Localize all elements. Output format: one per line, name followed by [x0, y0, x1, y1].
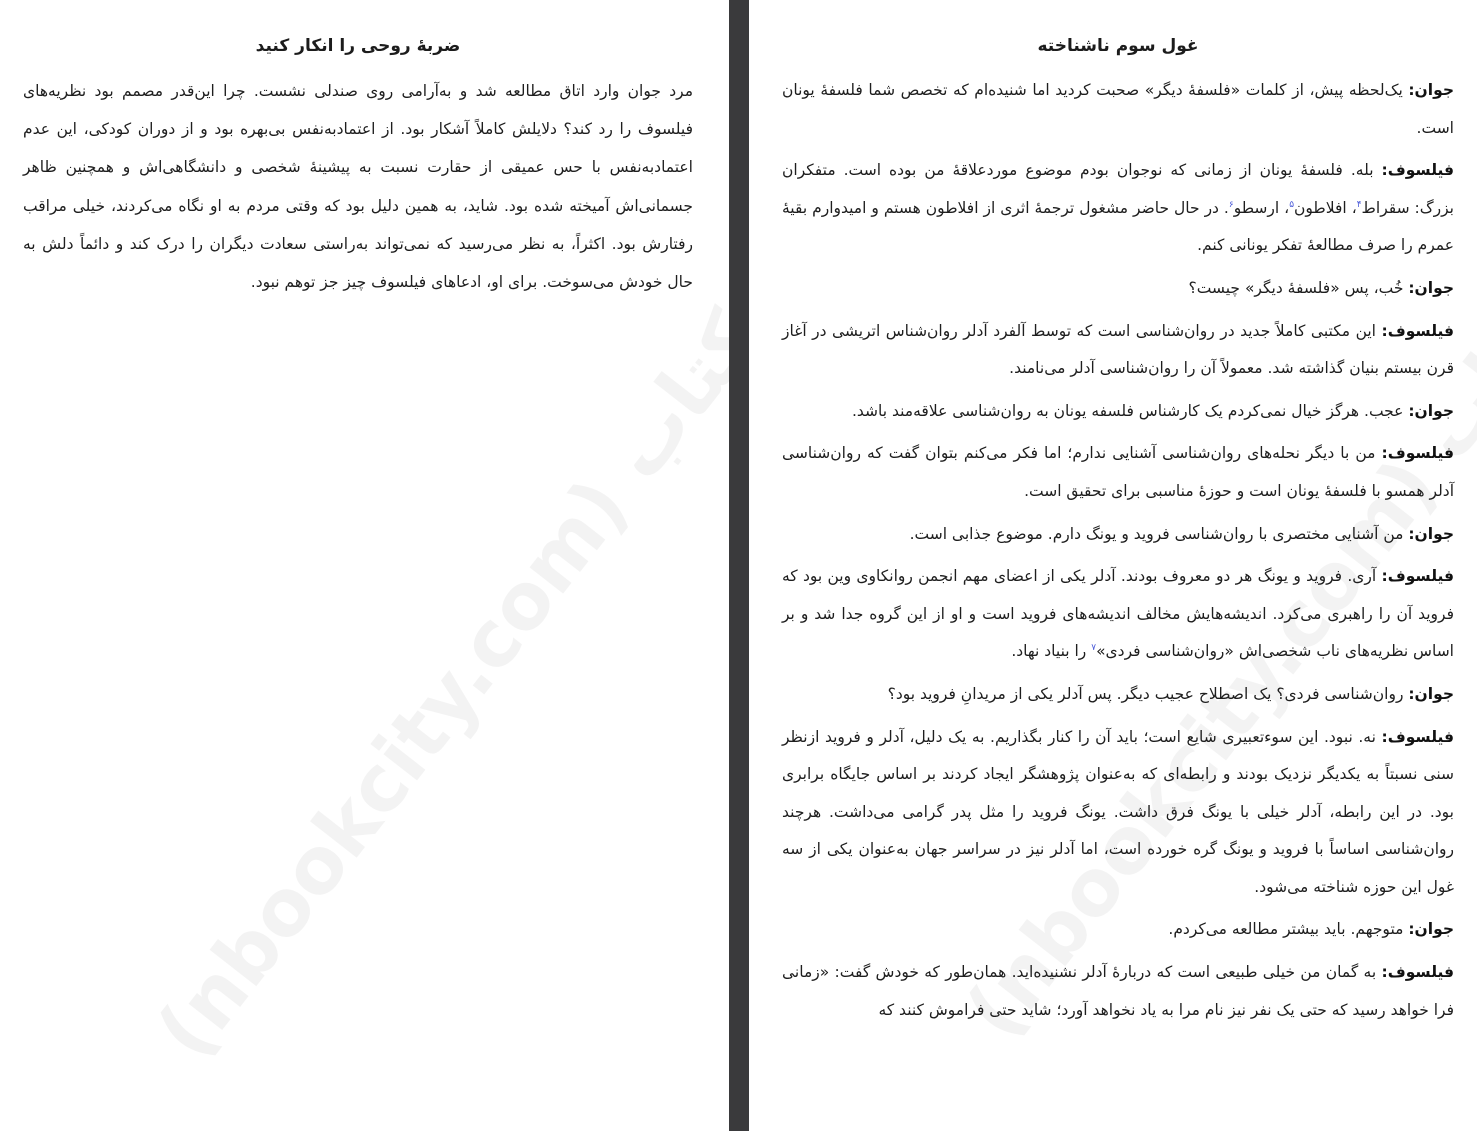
- dialogue-text: عجب. هرگز خیال نمی‌کردم یک کارشناس فلسفه یونان به روان‌شناسی علاقه‌مند باشد.: [851, 401, 1409, 420]
- dialogue-paragraph: [782, 516, 1454, 554]
- page-gutter: [729, 0, 749, 1131]
- speaker-label: فیلسوف:: [1381, 321, 1454, 340]
- dialogue-paragraph: [782, 558, 1454, 671]
- dialogue-text: . در حال حاضر مشغول ترجمهٔ اثری از افلاطون هستم و امیدوارم بقیهٔ عمرم را صرف مطالعهٔ تفکر یونانی کنم.: [782, 198, 1454, 255]
- dialogue-text: را بنیاد نهاد.: [1011, 642, 1092, 661]
- footnote-marker[interactable]: ۷: [1091, 643, 1097, 654]
- dialogue-paragraph: [782, 435, 1454, 510]
- dialogue-text: متوجهم. باید بیشتر مطالعه می‌کردم.: [1168, 920, 1409, 939]
- dialogue-text: روان‌شناسی فردی؟ یک اصطلاح عجیب دیگر. پس آدلر یکی از مریدانِ فروید بود؟: [887, 684, 1409, 703]
- speaker-label: جوان:: [1408, 684, 1454, 703]
- speaker-label: جوان:: [1408, 278, 1454, 297]
- dialogue-paragraph: [782, 676, 1454, 714]
- dialogue-text: ، ارسطو: [1233, 198, 1290, 217]
- speaker-label: فیلسوف:: [1381, 444, 1454, 463]
- right-page: [749, 0, 1477, 1131]
- footnote-marker[interactable]: ۵: [1289, 199, 1295, 210]
- footnote-marker[interactable]: ۴: [1356, 199, 1362, 210]
- speaker-label: جوان:: [1408, 81, 1454, 99]
- dialogue-paragraph: [782, 911, 1454, 949]
- dialogue-body: [782, 72, 1454, 1034]
- left-page: [0, 0, 729, 1131]
- dialogue-text: این مکتبی کاملاً جدید در روان‌شناسی است که توسط آلفرد آدلر روان‌شناس اتریشی در آغاز قرن بیستم بنیان گذاشته شد. معمولاً آن را روان‌شناسی آدلر می‌نامند.: [782, 321, 1454, 378]
- dialogue-paragraph: [782, 313, 1454, 388]
- dialogue-text: نه. نبود. این سوءتعبیری شایع است؛ باید آن را کنار بگذاریم. به یک دلیل، آدلر و فروید ازنظر سنی نسبتاً به یکدیگر نزدیک بودند و رابطه‌ای که به‌عنوان پژوهشگر ایجاد کردند بر اساس جایگاه برابری بود. در این رابطه، آدلر خیلی با یونگ فرق داشت. یونگ فروید را مثل پدر گرامی می‌داشت. هرچند روان‌شناسی اساساً با فروید و یونگ گره خورده است، اما آدلر نیز در سراسر جهان به‌عنوان یکی از سه غول این حوزه شناخته می‌شود.: [782, 727, 1454, 896]
- page-title: ضربهٔ روحی را انکار کنید: [255, 36, 461, 56]
- speaker-label: فیلسوف:: [1381, 161, 1454, 180]
- speaker-label: فیلسوف:: [1381, 727, 1454, 746]
- dialogue-text: به گمان من خیلی طبیعی است که دربارهٔ آدلر نشنیده‌اید. همان‌طور که خودش گفت: «زمانی فرا خواهد رسید که حتی یک نفر نیز نام مرا به یاد نخواهد آورد؛ شاید حتی فراموش کنند که: [782, 963, 1454, 1019]
- dialogue-paragraph: [782, 954, 1454, 1029]
- dialogue-text: بله. فلسفهٔ یونان از زمانی که نوجوان بودم موضوع موردعلاقهٔ من بوده است. متفکران بزرگ: سقراط: [782, 161, 1454, 217]
- page-title: غول سوم ناشناخته: [1037, 36, 1199, 56]
- dialogue-text: من با دیگر نحله‌های روان‌شناسی آشنایی ندارم؛ اما فکر می‌کنم بتوان گفت که روان‌شناسی آدلر همسو با فلسفهٔ یونان است و حوزهٔ مناسبی برای تحقیق است.: [782, 444, 1454, 500]
- dialogue-text: ، افلاطون: [1294, 198, 1357, 217]
- speaker-label: جوان:: [1408, 524, 1454, 543]
- speaker-label: فیلسوف:: [1381, 567, 1454, 586]
- dialogue-paragraph: [782, 393, 1454, 431]
- dialogue-paragraph: [782, 270, 1454, 308]
- dialogue-paragraph: [782, 152, 1454, 265]
- footnote-marker[interactable]: ۶: [1228, 199, 1234, 210]
- dialogue-paragraph: [782, 72, 1454, 147]
- speaker-label: فیلسوف:: [1381, 963, 1454, 982]
- body-paragraph: مرد جوان وارد اتاق مطالعه شد و به‌آرامی روی صندلی نشست. چرا این‌قدر مصمم بود نظریه‌های فیلسوف را رد کند؟ دلایلش کاملاً آشکار بود. از اعتمادبه‌نفس بی‌بهره بود و از دوران کودکی، این عدم اعتمادبه‌نفس با حس عمیقی از حقارت نسبت به پیشینهٔ شخصی و دانشگاهی‌اش و همچنین ظاهر جسمانی‌اش آمیخته شده بود. شاید، به همین دلیل بود که وقتی مردم به او نگاه می‌کردند، خیلی مراقب رفتارش بود. اکثراً، به نظر می‌رسید که نمی‌تواند به‌راستی سعادت دیگران را درک کند و دائماً دلش به حال خودش می‌سوخت. برای او، ادعاهای فیلسوف چیز جز توهم نبود.: [23, 82, 693, 292]
- dialogue-text: خُب، پس «فلسفهٔ دیگر» چیست؟: [1188, 278, 1409, 297]
- dialogue-text: آری. فروید و یونگ هر دو معروف بودند. آدلر یکی از اعضای مهم انجمن روانکاوی وین بود که فروید آن را راهبری می‌کرد. اندیشه‌هایش مخالف اندیشه‌های فروید است و او از این گروه جدا شد و بر اساس نظریه‌های ناب شخصی‌اش «روان‌شناسی فردی»: [782, 567, 1454, 661]
- dialogue-text: من آشنایی مختصری با روان‌شناسی فروید و یونگ دارم. موضوع جذابی است.: [909, 524, 1409, 543]
- speaker-label: جوان:: [1408, 401, 1454, 420]
- dialogue-text: یک‌لحظه پیش، از کلمات «فلسفهٔ دیگر» صحبت کردید اما شنیده‌ام که تخصص شما فلسفهٔ یونان است.: [782, 81, 1454, 137]
- speaker-label: جوان:: [1408, 920, 1454, 939]
- dialogue-paragraph: [782, 719, 1454, 907]
